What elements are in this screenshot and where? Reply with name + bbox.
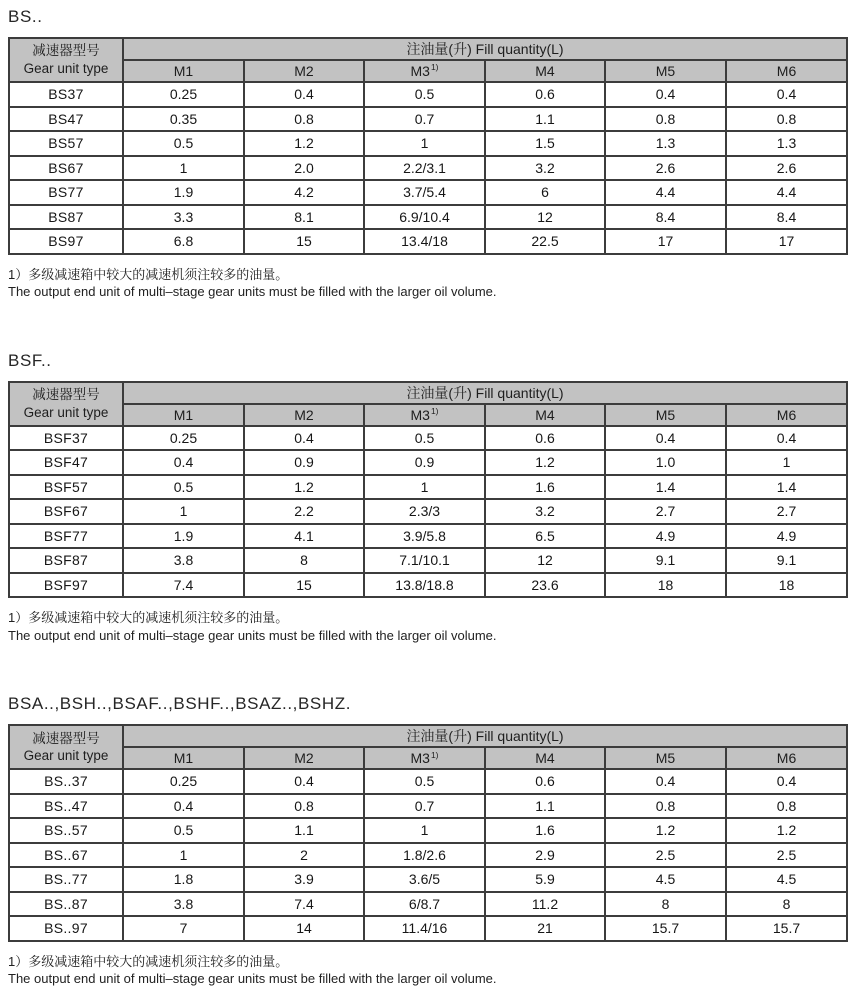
column-header-label: M4 — [535, 750, 555, 767]
value-cell: 0.4 — [726, 769, 847, 794]
value-cell: 12 — [485, 205, 605, 230]
value-cell: 1.2 — [244, 131, 364, 156]
model-cell: BS..97 — [9, 916, 123, 941]
table-row — [9, 450, 847, 475]
value-cell: 1.1 — [485, 794, 605, 819]
column-header-label: M5 — [655, 750, 676, 767]
table-row — [9, 892, 847, 917]
value-cell: 0.4 — [123, 450, 244, 475]
value-cell: 23.6 — [485, 573, 605, 598]
column-header-label: M4 — [535, 63, 555, 79]
value-cell: 3.2 — [485, 156, 605, 181]
value-cell: 4.1 — [244, 524, 364, 549]
value-cell: 0.35 — [123, 107, 244, 132]
model-cell: BSF57 — [9, 475, 123, 500]
value-cell: 2.5 — [726, 843, 847, 868]
value-cell: 0.4 — [244, 769, 364, 794]
value-cell: 0.8 — [605, 107, 726, 132]
fill-quantity-table-bs — [8, 37, 848, 255]
value-cell: 18 — [605, 573, 726, 598]
value-cell: 0.8 — [726, 107, 847, 132]
value-cell: 3.6/5 — [364, 867, 485, 892]
table-row — [9, 916, 847, 941]
fill-quantity-header: 注油量(升) Fill quantity(L) — [123, 38, 847, 60]
footnote-zh: 1）多级减速箱中较大的减速机须注较多的油量。 — [8, 266, 289, 282]
value-cell: 22.5 — [485, 229, 605, 254]
fill-quantity-table-bsa-bsh — [8, 724, 848, 942]
value-cell: 2.2 — [244, 499, 364, 524]
value-cell: 0.5 — [364, 82, 485, 107]
column-header-label: M6 — [776, 406, 797, 423]
value-cell: 0.5 — [123, 131, 244, 156]
value-cell: 4.5 — [605, 867, 726, 892]
value-cell: 0.8 — [244, 107, 364, 132]
value-cell: 1.2 — [244, 475, 364, 500]
value-cell: 0.4 — [605, 426, 726, 451]
value-cell: 0.4 — [244, 426, 364, 451]
footnote-en: The output end unit of multi–stage gear units must be filled with the larger oil volume. — [8, 627, 497, 643]
value-cell: 1.4 — [726, 475, 847, 500]
column-header-label: M2 — [294, 750, 314, 767]
fill-quantity-header: 注油量(升) Fill quantity(L) — [123, 382, 847, 404]
column-header-label: M5 — [655, 406, 676, 423]
value-cell: 2.7 — [605, 499, 726, 524]
value-cell: 0.7 — [364, 107, 485, 132]
column-header-m1 — [123, 404, 244, 426]
value-cell: 0.5 — [364, 426, 485, 451]
value-cell: 1.2 — [605, 818, 726, 843]
model-cell: BS77 — [9, 180, 123, 205]
model-cell: BS47 — [9, 107, 123, 132]
value-cell: 0.8 — [605, 794, 726, 819]
value-cell: 8 — [605, 892, 726, 917]
column-header-m1 — [123, 747, 244, 769]
table-row — [9, 180, 847, 205]
value-cell: 7.1/10.1 — [364, 548, 485, 573]
value-cell: 2.6 — [726, 156, 847, 181]
table-row — [9, 107, 847, 132]
table-row — [9, 843, 847, 868]
value-cell: 2.6 — [605, 156, 726, 181]
fill-quantity-table-bsf — [8, 381, 848, 599]
table-row — [9, 156, 847, 181]
value-cell: 3.8 — [123, 892, 244, 917]
value-cell: 1.3 — [605, 131, 726, 156]
column-header-m5 — [605, 404, 726, 426]
section-heading: BS.. — [8, 7, 43, 26]
column-header-label: M4 — [535, 406, 555, 423]
column-header-m4 — [485, 404, 605, 426]
section-bsa-bsh — [8, 694, 845, 988]
value-cell: 0.25 — [123, 769, 244, 794]
value-cell: 8.4 — [726, 205, 847, 230]
table-row — [9, 794, 847, 819]
value-cell: 6.5 — [485, 524, 605, 549]
value-cell: 8.4 — [605, 205, 726, 230]
value-cell: 0.4 — [726, 82, 847, 107]
value-cell: 3.7/5.4 — [364, 180, 485, 205]
value-cell: 1 — [726, 450, 847, 475]
gear-unit-type-header — [9, 382, 123, 426]
model-cell: BSF87 — [9, 548, 123, 573]
value-cell: 2.7 — [726, 499, 847, 524]
value-cell: 1.0 — [605, 450, 726, 475]
value-cell: 3.8 — [123, 548, 244, 573]
model-cell: BS..47 — [9, 794, 123, 819]
value-cell: 11.2 — [485, 892, 605, 917]
value-cell: 3.2 — [485, 499, 605, 524]
value-cell: 2.9 — [485, 843, 605, 868]
value-cell: 1 — [364, 131, 485, 156]
value-cell: 1 — [123, 843, 244, 868]
value-cell: 4.9 — [726, 524, 847, 549]
table-row — [9, 769, 847, 794]
column-header-m6 — [726, 404, 847, 426]
value-cell: 0.8 — [244, 794, 364, 819]
model-cell: BS87 — [9, 205, 123, 230]
model-cell: BSF77 — [9, 524, 123, 549]
value-cell: 0.9 — [244, 450, 364, 475]
value-cell: 0.4 — [605, 82, 726, 107]
column-header-label: M1 — [173, 406, 194, 423]
value-cell: 2 — [244, 843, 364, 868]
value-cell: 0.7 — [364, 794, 485, 819]
table-row — [9, 867, 847, 892]
value-cell: 7.4 — [244, 892, 364, 917]
value-cell: 0.8 — [726, 794, 847, 819]
column-header-label: M3 — [410, 63, 430, 79]
value-cell: 1.6 — [485, 475, 605, 500]
column-header-label: M3 — [410, 750, 430, 767]
column-header-label: M6 — [776, 750, 797, 767]
value-cell: 1 — [123, 499, 244, 524]
value-cell: 13.4/18 — [364, 229, 485, 254]
table-row — [9, 131, 847, 156]
column-header-m2 — [244, 60, 364, 82]
table-row — [9, 524, 847, 549]
value-cell: 2.5 — [605, 843, 726, 868]
column-header-m5 — [605, 60, 726, 82]
value-cell: 1.8 — [123, 867, 244, 892]
footnote-marker: 1) — [430, 62, 439, 73]
footnote-marker: 1) — [430, 405, 439, 416]
table-row — [9, 426, 847, 451]
footnote-zh: 1）多级减速箱中较大的减速机须注较多的油量。 — [8, 953, 289, 969]
value-cell: 17 — [605, 229, 726, 254]
model-cell: BS57 — [9, 131, 123, 156]
value-cell: 3.3 — [123, 205, 244, 230]
value-cell: 0.5 — [123, 818, 244, 843]
value-cell: 1 — [364, 818, 485, 843]
value-cell: 8 — [244, 548, 364, 573]
value-cell: 1.9 — [123, 180, 244, 205]
section-heading: BSA..,BSH..,BSAF..,BSHF..,BSAZ..,BSHZ. — [8, 694, 352, 714]
value-cell: 0.25 — [123, 82, 244, 107]
gear-unit-type-header-zh: 减速器型号 — [32, 387, 100, 403]
footnote-en: The output end unit of multi–stage gear units must be filled with the larger oil volume. — [8, 971, 497, 987]
value-cell: 5.9 — [485, 867, 605, 892]
section-bsf — [8, 351, 845, 645]
value-cell: 15.7 — [605, 916, 726, 941]
value-cell: 1.4 — [605, 475, 726, 500]
value-cell: 3.9/5.8 — [364, 524, 485, 549]
column-header-label: M1 — [173, 63, 194, 79]
value-cell: 2.3/3 — [364, 499, 485, 524]
fill-quantity-header: 注油量(升) Fill quantity(L) — [123, 725, 847, 747]
value-cell: 0.4 — [605, 769, 726, 794]
model-cell: BS37 — [9, 82, 123, 107]
value-cell: 0.25 — [123, 426, 244, 451]
value-cell: 12 — [485, 548, 605, 573]
gear-unit-type-header-zh: 减速器型号 — [32, 730, 100, 746]
model-cell: BS97 — [9, 229, 123, 254]
value-cell: 9.1 — [605, 548, 726, 573]
gear-unit-type-header — [9, 725, 123, 769]
value-cell: 7.4 — [123, 573, 244, 598]
column-header-label: M1 — [173, 750, 194, 767]
gear-unit-type-header-en: Gear unit type — [23, 404, 109, 420]
column-header-m3 — [364, 404, 485, 426]
table-row — [9, 475, 847, 500]
footnote — [8, 609, 845, 644]
value-cell: 11.4/16 — [364, 916, 485, 941]
model-cell: BS..87 — [9, 892, 123, 917]
value-cell: 4.2 — [244, 180, 364, 205]
column-header-label: M6 — [776, 63, 797, 79]
model-cell: BS..57 — [9, 818, 123, 843]
value-cell: 8 — [726, 892, 847, 917]
value-cell: 0.4 — [244, 82, 364, 107]
model-cell: BSF67 — [9, 499, 123, 524]
value-cell: 18 — [726, 573, 847, 598]
column-header-m3 — [364, 747, 485, 769]
value-cell: 0.6 — [485, 82, 605, 107]
section-heading: BSF.. — [8, 350, 52, 370]
value-cell: 1.8/2.6 — [364, 843, 485, 868]
gear-unit-type-header — [9, 38, 123, 82]
model-cell: BSF97 — [9, 573, 123, 598]
value-cell: 3.9 — [244, 867, 364, 892]
model-cell: BS..77 — [9, 867, 123, 892]
footnote — [8, 953, 845, 988]
value-cell: 6 — [485, 180, 605, 205]
table-row — [9, 818, 847, 843]
column-header-label: M5 — [655, 63, 676, 79]
value-cell: 9.1 — [726, 548, 847, 573]
value-cell: 8.1 — [244, 205, 364, 230]
value-cell: 6/8.7 — [364, 892, 485, 917]
section-bs — [8, 7, 845, 301]
value-cell: 0.5 — [123, 475, 244, 500]
column-header-label: M2 — [294, 406, 314, 423]
value-cell: 4.5 — [726, 867, 847, 892]
model-cell: BSF37 — [9, 426, 123, 451]
column-header-m4 — [485, 60, 605, 82]
column-header-m2 — [244, 747, 364, 769]
value-cell: 1.9 — [123, 524, 244, 549]
value-cell: 1.3 — [726, 131, 847, 156]
value-cell: 21 — [485, 916, 605, 941]
value-cell: 4.4 — [605, 180, 726, 205]
value-cell: 0.9 — [364, 450, 485, 475]
model-cell: BS67 — [9, 156, 123, 181]
value-cell: 0.6 — [485, 769, 605, 794]
table-row — [9, 205, 847, 230]
table-row — [9, 573, 847, 598]
value-cell: 17 — [726, 229, 847, 254]
value-cell: 7 — [123, 916, 244, 941]
value-cell: 13.8/18.8 — [364, 573, 485, 598]
column-header-m3 — [364, 60, 485, 82]
column-header-m4 — [485, 747, 605, 769]
value-cell: 14 — [244, 916, 364, 941]
column-header-m6 — [726, 60, 847, 82]
gear-unit-type-header-en: Gear unit type — [23, 61, 109, 76]
value-cell: 6.8 — [123, 229, 244, 254]
table-row — [9, 82, 847, 107]
value-cell: 0.4 — [123, 794, 244, 819]
table-row — [9, 548, 847, 573]
footnote-en: The output end unit of multi–stage gear units must be filled with the larger oil volume. — [8, 284, 497, 300]
value-cell: 4.9 — [605, 524, 726, 549]
model-cell: BS..67 — [9, 843, 123, 868]
footnote-marker: 1) — [430, 749, 439, 760]
value-cell: 1.1 — [244, 818, 364, 843]
value-cell: 15.7 — [726, 916, 847, 941]
value-cell: 2.2/3.1 — [364, 156, 485, 181]
value-cell: 0.4 — [726, 426, 847, 451]
value-cell: 0.5 — [364, 769, 485, 794]
value-cell: 1.2 — [485, 450, 605, 475]
footnote — [8, 266, 845, 301]
column-header-m1 — [123, 60, 244, 82]
value-cell: 1 — [364, 475, 485, 500]
value-cell: 15 — [244, 229, 364, 254]
value-cell: 2.0 — [244, 156, 364, 181]
value-cell: 1.1 — [485, 107, 605, 132]
value-cell: 1 — [123, 156, 244, 181]
column-header-m2 — [244, 404, 364, 426]
column-header-m5 — [605, 747, 726, 769]
value-cell: 1.6 — [485, 818, 605, 843]
table-row — [9, 229, 847, 254]
model-cell: BSF47 — [9, 450, 123, 475]
value-cell: 1.5 — [485, 131, 605, 156]
value-cell: 0.6 — [485, 426, 605, 451]
column-header-label: M2 — [294, 63, 314, 79]
value-cell: 1.2 — [726, 818, 847, 843]
value-cell: 6.9/10.4 — [364, 205, 485, 230]
column-header-label: M3 — [410, 406, 430, 423]
value-cell: 4.4 — [726, 180, 847, 205]
column-header-m6 — [726, 747, 847, 769]
model-cell: BS..37 — [9, 769, 123, 794]
gear-unit-type-header-en: Gear unit type — [23, 748, 109, 764]
value-cell: 15 — [244, 573, 364, 598]
gear-unit-type-header-zh: 减速器型号 — [32, 43, 100, 59]
footnote-zh: 1）多级减速箱中较大的减速机须注较多的油量。 — [8, 610, 289, 626]
table-row — [9, 499, 847, 524]
